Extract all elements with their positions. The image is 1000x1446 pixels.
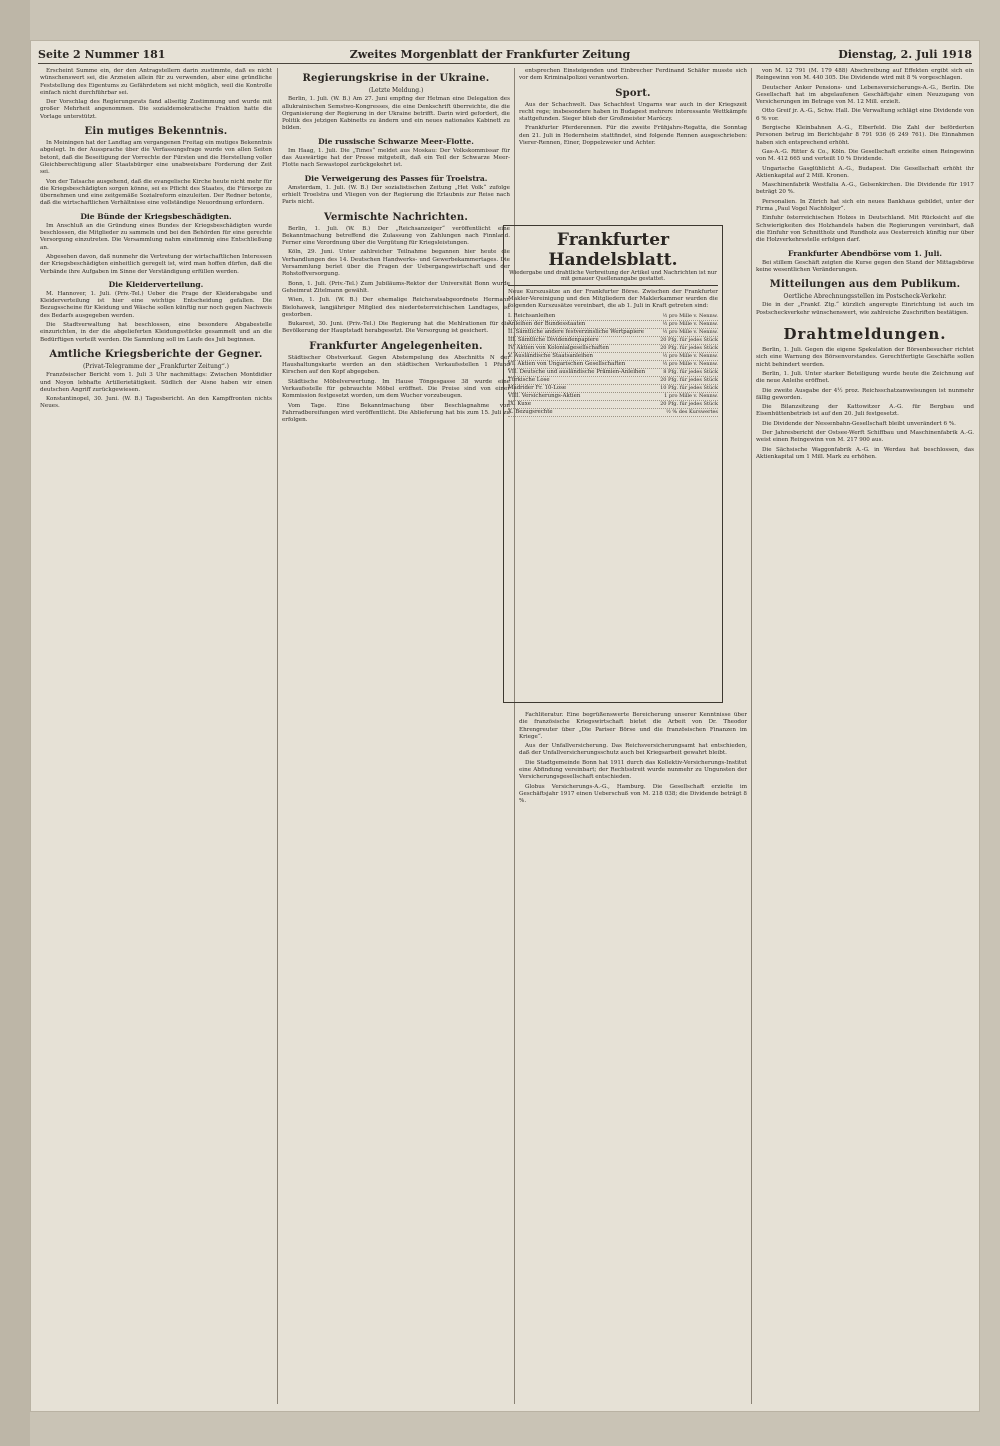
paragraph: Von der Tatsache ausgehend, daß die evangelische Kirche heute nicht mehr für die Kriegsbeschädigten sorgen könne, sei es Pflicht des Staates, die Fürsorge zu übernehmen und eine zeitgemäße Sozialreform einzuleiten. Der Redner betonte, daß die wirtschaftlichen Verhältnisse eine vollständige Neuordnung erfordern. [40, 178, 272, 207]
paragraph: Ungarische Gasglühlicht A.-G., Budapest. Die Gesellschaft erhöht ihr Aktienkapital auf 2 Mill. Kronen. [756, 165, 974, 179]
paragraph: Deutscher Anker Pensions- und Lebensversicherungs-A.-G., Berlin. Die Gesellschaft hat im abgelaufenen Geschäftsjahr einen Neuzugang von Versicherungen im Betrage von M. 12 Mill. erzielt. [756, 84, 974, 106]
column-3-bottom [519, 712, 747, 1402]
paragraph: Berlin, 1. Juli. (W. B.) Der „Reichsanzeiger“ veröffentlicht eine Bekanntmachung betreffend die Zulassung von Zahlungen nach Finnland. Ferner eine Verordnung über die Vergütung für Kriegsleistungen. [282, 225, 510, 247]
paragraph: Die Bilanzsitzung der Kattowitzer A.-G. für Bergbau und Eisenhüttenbetrieb ist auf den 20. Juli festgesetzt. [756, 404, 974, 418]
paragraph: Frankfurter Pferderennen. Für die zweite Frühjahrs-Regatta, die Sonntag den 21. Juli in Hedernheim stattfindet, sind folgende Rennen ausgeschrieben: Vierer-Rennen, Einer, Doppelzweier und Achter. [519, 125, 747, 147]
rate-label: IX. Kuxe [508, 401, 532, 407]
headline-subtitle: (Privat-Telegramme der „Frankfurter Zeitung“.) [82, 362, 230, 370]
rate-row [508, 369, 718, 377]
rate-row [508, 377, 718, 385]
rate-row [508, 401, 718, 409]
rate-value: ½ pro Mille v. Nennw. [662, 361, 718, 367]
headline: Regierungskrise in der Ukraine. [302, 73, 490, 84]
rate-row [508, 409, 718, 417]
rate-label: X. Bezugsrechte [508, 409, 553, 415]
column-4 [756, 68, 974, 1404]
headline: Frankfurter Angelegenheiten. [309, 340, 483, 352]
rate-row [508, 321, 718, 329]
paragraph: Der Vorschlag des Regierungsrats fand allseitig Zustimmung und wurde mit großer Mehrheit angenommen. Die sozialdemokratische Fraktion hatte die Vorlage unterstützt. [40, 99, 272, 120]
rate-row [508, 385, 718, 393]
paragraph: Aus der Schachwelt. Das Schachfest Ungarns war auch in der Kriegszeit recht rege; insbesondere haben in Budapest mehrere interessante Wettkämpfe stattgefunden. Sieger blieb der Großmeister Maróczy. [519, 101, 747, 123]
rate-value: ½ pro Mille v. Nennw. [662, 313, 718, 319]
paragraph: Berlin, 1. Juli. (W. B.) Am 27. Juni empfing der Hetman eine Delegation des allukrainischen Semstwo-Kongresses, die eine Denkschrift überreichte, die die Organisierung der Regierung in der Ukraine betrifft. Darin wird gefordert, die Politik des jetzigen Kabinetts zu ändern und ein neues nationales Kabinett zu bilden. [282, 96, 510, 132]
headline: Mitteilungen aus dem Publikum. [769, 279, 961, 291]
rate-label: VI. Aktien von Ungarischen Gesellschaften [508, 361, 626, 367]
rate-value: 20 Pfg. für jedes Stück [660, 345, 718, 351]
paragraph: In Meiningen hat der Landtag am vergangenen Freitag ein mutiges Bekenntnis abgelegt. In der Aussprache über die Verfassungsfrage wurde von allen Seiten betont, daß die Beseitigung der Vorrechte der Fürsten und die Herstellung voller Gleichberechtigung aller Staatsbürger eine unabweisbare Forderung der Zeit sei. [40, 140, 272, 176]
paragraph: Fachliteratur. Eine begrüßenswerte Bereicherung unserer Kenntnisse über die französische Kriegswirtschaft bietet die Arbeit von Dr. Theodor Ehrengreuter über „Die Pariser Börse und die französischen Finanzen im Kriege“. [519, 712, 747, 740]
paragraph: Wien, 1. Juli. (W. B.) Der ehemalige Reichsratsabgeordnete Hermann Bielohawek, langjähriger Mitglied des niederösterreichischen Landtages, ist gestorben. [282, 297, 510, 318]
issue-date: Dienstag, 2. Juli 1918 [838, 47, 972, 61]
subheadline: Die russische Schwarze Meer-Flotte. [318, 136, 474, 146]
rate-value: ½ % des Kurswertes [665, 409, 718, 415]
paragraph: Aus der Unfallversicherung. Das Reichsversicherungsamt hat entschieden, daß der Unfallversicherungsschutz auch bei Kriegsarbeit gewahrt bleibt. [519, 743, 747, 757]
paragraph: Globus Versicherungs-A.-G., Hamburg. Die Gesellschaft erzielte im Geschäftsjahr 1917 einen Ueberschuß von M. 218 038; die Dividende beträgt 8 %. [519, 783, 747, 805]
rate-row [508, 337, 718, 345]
subheadline: Frankfurter Abendbörse vom 1. Juli. [788, 248, 942, 258]
rate-label: VIII. Versicherungs-Aktien [508, 393, 581, 399]
headline-subtitle: (Letzte Meldung.) [368, 87, 424, 94]
paragraph: Abgesehen davon, daß nunmehr die Vertretung der wirtschaftlichen Interessen der Kriegsbeschädigten einheitlich geregelt ist, wird man hoffen dürfen, daß die Verbände ihre Aufgaben im Sinne der Verständigung erfüllen werden. [40, 253, 272, 275]
rate-value: 20 Pfg. für jedes Stück [660, 377, 718, 383]
column-1 [40, 68, 272, 1404]
rate-value: ½ pro Mille v. Nennw. [662, 353, 718, 359]
rate-label: Madrider Fr. 10-Lose [508, 385, 567, 391]
rate-row [508, 345, 718, 353]
paragraph: Köln, 29. Juni. Unter zahlreicher Teilnahme begannen hier heute die Verhandlungen des 14. Deutschen Handwerks- und Gewerbekammertages. Die Versammlung beriet über die Fragen der Uebergangswirtschaft und der Rohstoffversorgung. [282, 249, 510, 278]
paragraph: Gas-A.-G. Ritter & Co., Köln. Die Gesellschaft erzielte einen Reingewinn von M. 412 665 und verteilt 10 % Dividende. [756, 148, 974, 163]
rate-row [508, 313, 718, 321]
paragraph: Französischer Bericht vom 1. Juli 3 Uhr nachmittags: Zwischen Montdidier und Noyon lebhafte Artillerietätigkeit. Südlich der Aisne haben wir einen deutschen Angriff zurückgewiesen. [40, 372, 272, 393]
paragraph: Konstantinopel, 30. Juni. (W. B.) Tagesbericht. An den Kampffronten nichts Neues. [40, 396, 272, 410]
paragraph: Städtischer Obstverkauf. Gegen Abstempelung des Abschnitts N der Haushaltungskarte werden an den städtischen Verkaufsstellen 1 Pfund Kirschen auf den Kopf abgegeben. [282, 354, 510, 376]
newspaper-title: Zweites Morgenblatt der Frankfurter Zeitung [349, 47, 631, 61]
page-number: Seite 2 Nummer 181 [38, 47, 166, 61]
column-divider [277, 68, 278, 1404]
newspaper-page [30, 40, 980, 1412]
subheadline: Die Verweigerung des Passes für Troelstra. [304, 173, 488, 183]
paragraph: Die Dividende der Nessenbahn-Gesellschaft bleibt unverändert 6 %. [762, 420, 956, 427]
rate-value: 8 Pfg. für jedes Stück [663, 369, 718, 375]
paragraph: Personalien. In Zürich hat sich ein neues Bankhaus gebildet, unter der Firma „Paul Vogel Nachfolger“. [756, 198, 974, 213]
paragraph: Bergische Kleinbahnen A.-G., Elberfeld. Die Zahl der beförderten Personen betrug im Berichtsjahr 8 791 936 (6 249 761). Die Einnahmen haben sich entsprechend erhöht. [756, 125, 974, 146]
paragraph: M. Hannover, 1. Juli. (Priv.-Tel.) Ueber die Frage der Kleiderabgabe und Kleiderverteilung ist hier eine wichtige Entscheidung gefallen. Die Bezugsscheine für Kleidung und Wäsche sollen künftig nur noch gegen Nachweis des Bedarfs ausgegeben werden. [40, 290, 272, 319]
paragraph: Die Sächsische Waggonfabrik A.-G. in Werdau hat beschlossen, das Aktienkapital um 1 Mill. Mark zu erhöhen. [756, 446, 974, 460]
rate-row [508, 393, 718, 401]
paragraph: entsprechen Einsteigenden und Einbrecher Ferdinand Schäfer musste sich vor dem Kriminalpolizei verantworten. [519, 68, 747, 82]
headline: Ein mutiges Bekenntnis. [84, 126, 228, 138]
paragraph: Maschinenfabrik Westfalia A.-G., Gelsenkirchen. Die Dividende für 1917 beträgt 20 %. [756, 182, 974, 196]
paragraph: Städtische Möbelverwertung. Im Hause Töngesgasse 38 wurde eine Verkaufsstelle für gebrauchte Möbel eröffnet. Die Preise sind von einer Kommission festgesetzt worden, um dem Wucher vorzubeugen. [282, 378, 510, 400]
paragraph: Der Jahresbericht der Ostsee-Werft Schiffbau und Maschinenfabrik A.-G. weist einen Reingewinn von M. 217 900 aus. [756, 429, 974, 444]
rate-label: I. Reichsanleihen [508, 313, 556, 319]
rate-row [508, 361, 718, 369]
rate-label: V. Ausländische Staatsanleihen [508, 353, 593, 359]
subheadline: Die Kleiderverteilung. [108, 279, 204, 289]
rate-table [508, 313, 718, 417]
rate-label: IV. Aktien von Kolonialgesellschaften [508, 345, 609, 351]
paragraph: Otto Greif jr. A.-G., Schw. Hall. Die Verwaltung schlägt eine Dividende von 6 % vor. [756, 108, 974, 122]
paragraph: Bukarest, 30. Juni. (Priv.-Tel.) Die Regierung hat die Mehlrationen für die Bevölkerung der Hauptstadt herabgesetzt. Die Versorgung ist gesichert. [282, 321, 510, 335]
paragraph: Erscheint Summe ein, der den Antragstellern darin zustimmte, daß es nicht wünschenswert sei, die Arzneien allein für zu verwenden, aber eine gründliche Feststellung des Eigentums zu Gefährdetem sei nicht möglich, weil die Kontrolle einfach nicht durchführbar sei. [40, 68, 272, 96]
rate-label: II. Sämtliche andere festverzinsliche Wertpapiere [508, 329, 644, 335]
paragraph: Die Stadtgemeinde Bonn hat 1911 durch das Kollektiv-Versicherungs-Institut eine Abfindung vereinbart; der Rechtsstreit wurde nunmehr zu Ungunsten der Versicherungsgesellschaft entschieden. [519, 759, 747, 781]
rate-label: VII. Deutsche und ausländische Prämien-Anleihen [508, 369, 646, 375]
paragraph: Vom Tage. Eine Bekanntmachung über Beschlagnahme von Fahrradbereifungen wird veröffentlicht. Die Ablieferung hat bis zum 15. Juli zu erfolgen. [282, 402, 510, 424]
paragraph: Die Stadtverwaltung hat beschlossen, eine besondere Abgabestelle einzurichten, in der die abgelieferten Kleidungsstücke gesammelt und an die Bedürftigen verteilt werden. Die Sammlung soll im Laufe des Juli beginnen. [40, 322, 272, 343]
rate-label: Türkische Lose [508, 377, 550, 383]
rate-value: 1 pro Mille v. Nennw. [664, 393, 718, 399]
headline: Amtliche Kriegsberichte der Gegner. [49, 348, 263, 360]
paragraph: Die in der „Frankf. Ztg.“ kürzlich angeregte Einrichtung ist auch im Postscheckverkehr wünschenswert, wie zahlreiche Zuschriften bestätigen. [756, 302, 974, 316]
paragraph: von M. 12 791 (M. 179 488) Abschreibung auf Effekten ergibt sich ein Reingewinn von M. 440 305. Die Dividende wird mit 8 % vorgeschlagen. [756, 68, 974, 82]
masthead [38, 46, 972, 62]
paragraph: Bonn, 1. Juli. (Priv.-Tel.) Zum Jubiläums-Rektor der Universität Bonn wurde Geheimrat Zitelmann gewählt. [282, 280, 510, 294]
subheadline: Die Bünde der Kriegsbeschädigten. [80, 211, 232, 221]
paragraph: Bei stillem Geschäft zeigten die Kurse gegen den Stand der Mittagsbörse keine wesentlichen Veränderungen. [756, 259, 974, 273]
paragraph: Neue Kurszusätze an der Frankfurter Börse. Zwischen der Frankfurter Makler-Vereinigung und den Mitgliedern der Maklerkammer wurden die folgenden Kurszusätze vereinbart, die ab 1. Juli in Kraft getreten sind: [508, 289, 718, 309]
masthead-rule [38, 63, 972, 64]
rate-value: ½ pro Mille v. Nennw. [662, 321, 718, 327]
paragraph: Einfuhr österreichischen Holzes in Deutschland. Mit Rücksicht auf die Schwierigkeiten des Holzhandels haben die Regierungen vereinbart, daß die Einfuhr von Schnittholz und Rundholz aus Oesterreich künftig nur über die Holzverkehrsstelle erfolgen darf. [756, 215, 974, 244]
paragraph: Berlin, 1. Juli. Unter starker Beteiligung wurde heute die Zeichnung auf die neue Anleihe eröffnet. [756, 370, 974, 385]
paragraph: Berlin, 1. Juli. Gegen die eigene Spekulation der Börsenbesucher richtet sich eine Warnung des Börsenvorstandes. Gerechtfertigte Geschäfte sollen nicht behindert werden. [756, 347, 974, 368]
headline: Sport. [615, 87, 651, 99]
headline: Drahtmeldungen. [783, 325, 947, 344]
page-edge [0, 0, 30, 1446]
rate-value: 10 Pfg. für jedes Stück [660, 385, 718, 391]
paragraph: Die zweite Ausgabe der 4½ proz. Reichsschatzanweisungen ist nunmehr fällig geworden. [756, 387, 974, 401]
paragraph: Im Haag, 1. Juli. Die „Times“ meldet aus Moskau: Der Volkskommissar für das Auswärtige hat der Presse mitgeteilt, daß ein Teil der Schwarze Meer-Flotte nach Sewastopol zurückgekehrt ist. [282, 147, 510, 169]
rate-label: III. Sämtliche Dividendenpapiere [508, 337, 599, 343]
headline-subtitle: Oertliche Abrechnungsstellen im Postscheck-Verkehr. [783, 293, 947, 301]
rate-value: 20 Pfg. für jedes Stück [660, 401, 718, 407]
rate-row [508, 329, 718, 337]
column-divider [751, 68, 752, 1404]
rate-value: ½ pro Mille v. Nennw. [662, 329, 718, 335]
rate-value: 20 Pfg. für jedes Stück [660, 337, 718, 343]
column-2 [282, 68, 510, 1404]
handelsblatt-box [503, 225, 723, 703]
handelsblatt-title: Frankfurter Handelsblatt. [548, 230, 678, 270]
handelsblatt-subtitle: Wiedergabe und drahtliche Verbreitung der Artikel und Nachrichten ist nur mit genauer Quellenangabe gestattet. [508, 270, 718, 286]
column-3-top [519, 68, 747, 238]
paragraph: Amsterdam, 1. Juli. (W. B.) Der sozialistischen Zeitung „Het Volk“ zufolge erhielt Troelstra und Vliegen von der Regierung die Erlaubnis zur Reise nach Paris nicht. [282, 184, 510, 206]
headline: Vermischte Nachrichten. [323, 211, 469, 223]
rate-row [508, 353, 718, 361]
paragraph: Im Anschluß an die Gründung eines Bundes der Kriegsbeschädigten wurde beschlossen, die Mitglieder zu sammeln und bei den Behörden für eine gerechte Versorgung einzutreten. Die Versammlung nahm einstimmig eine Entschließung an. [40, 222, 272, 251]
rate-label: Anleihen der Bundesstaaten [508, 321, 586, 327]
